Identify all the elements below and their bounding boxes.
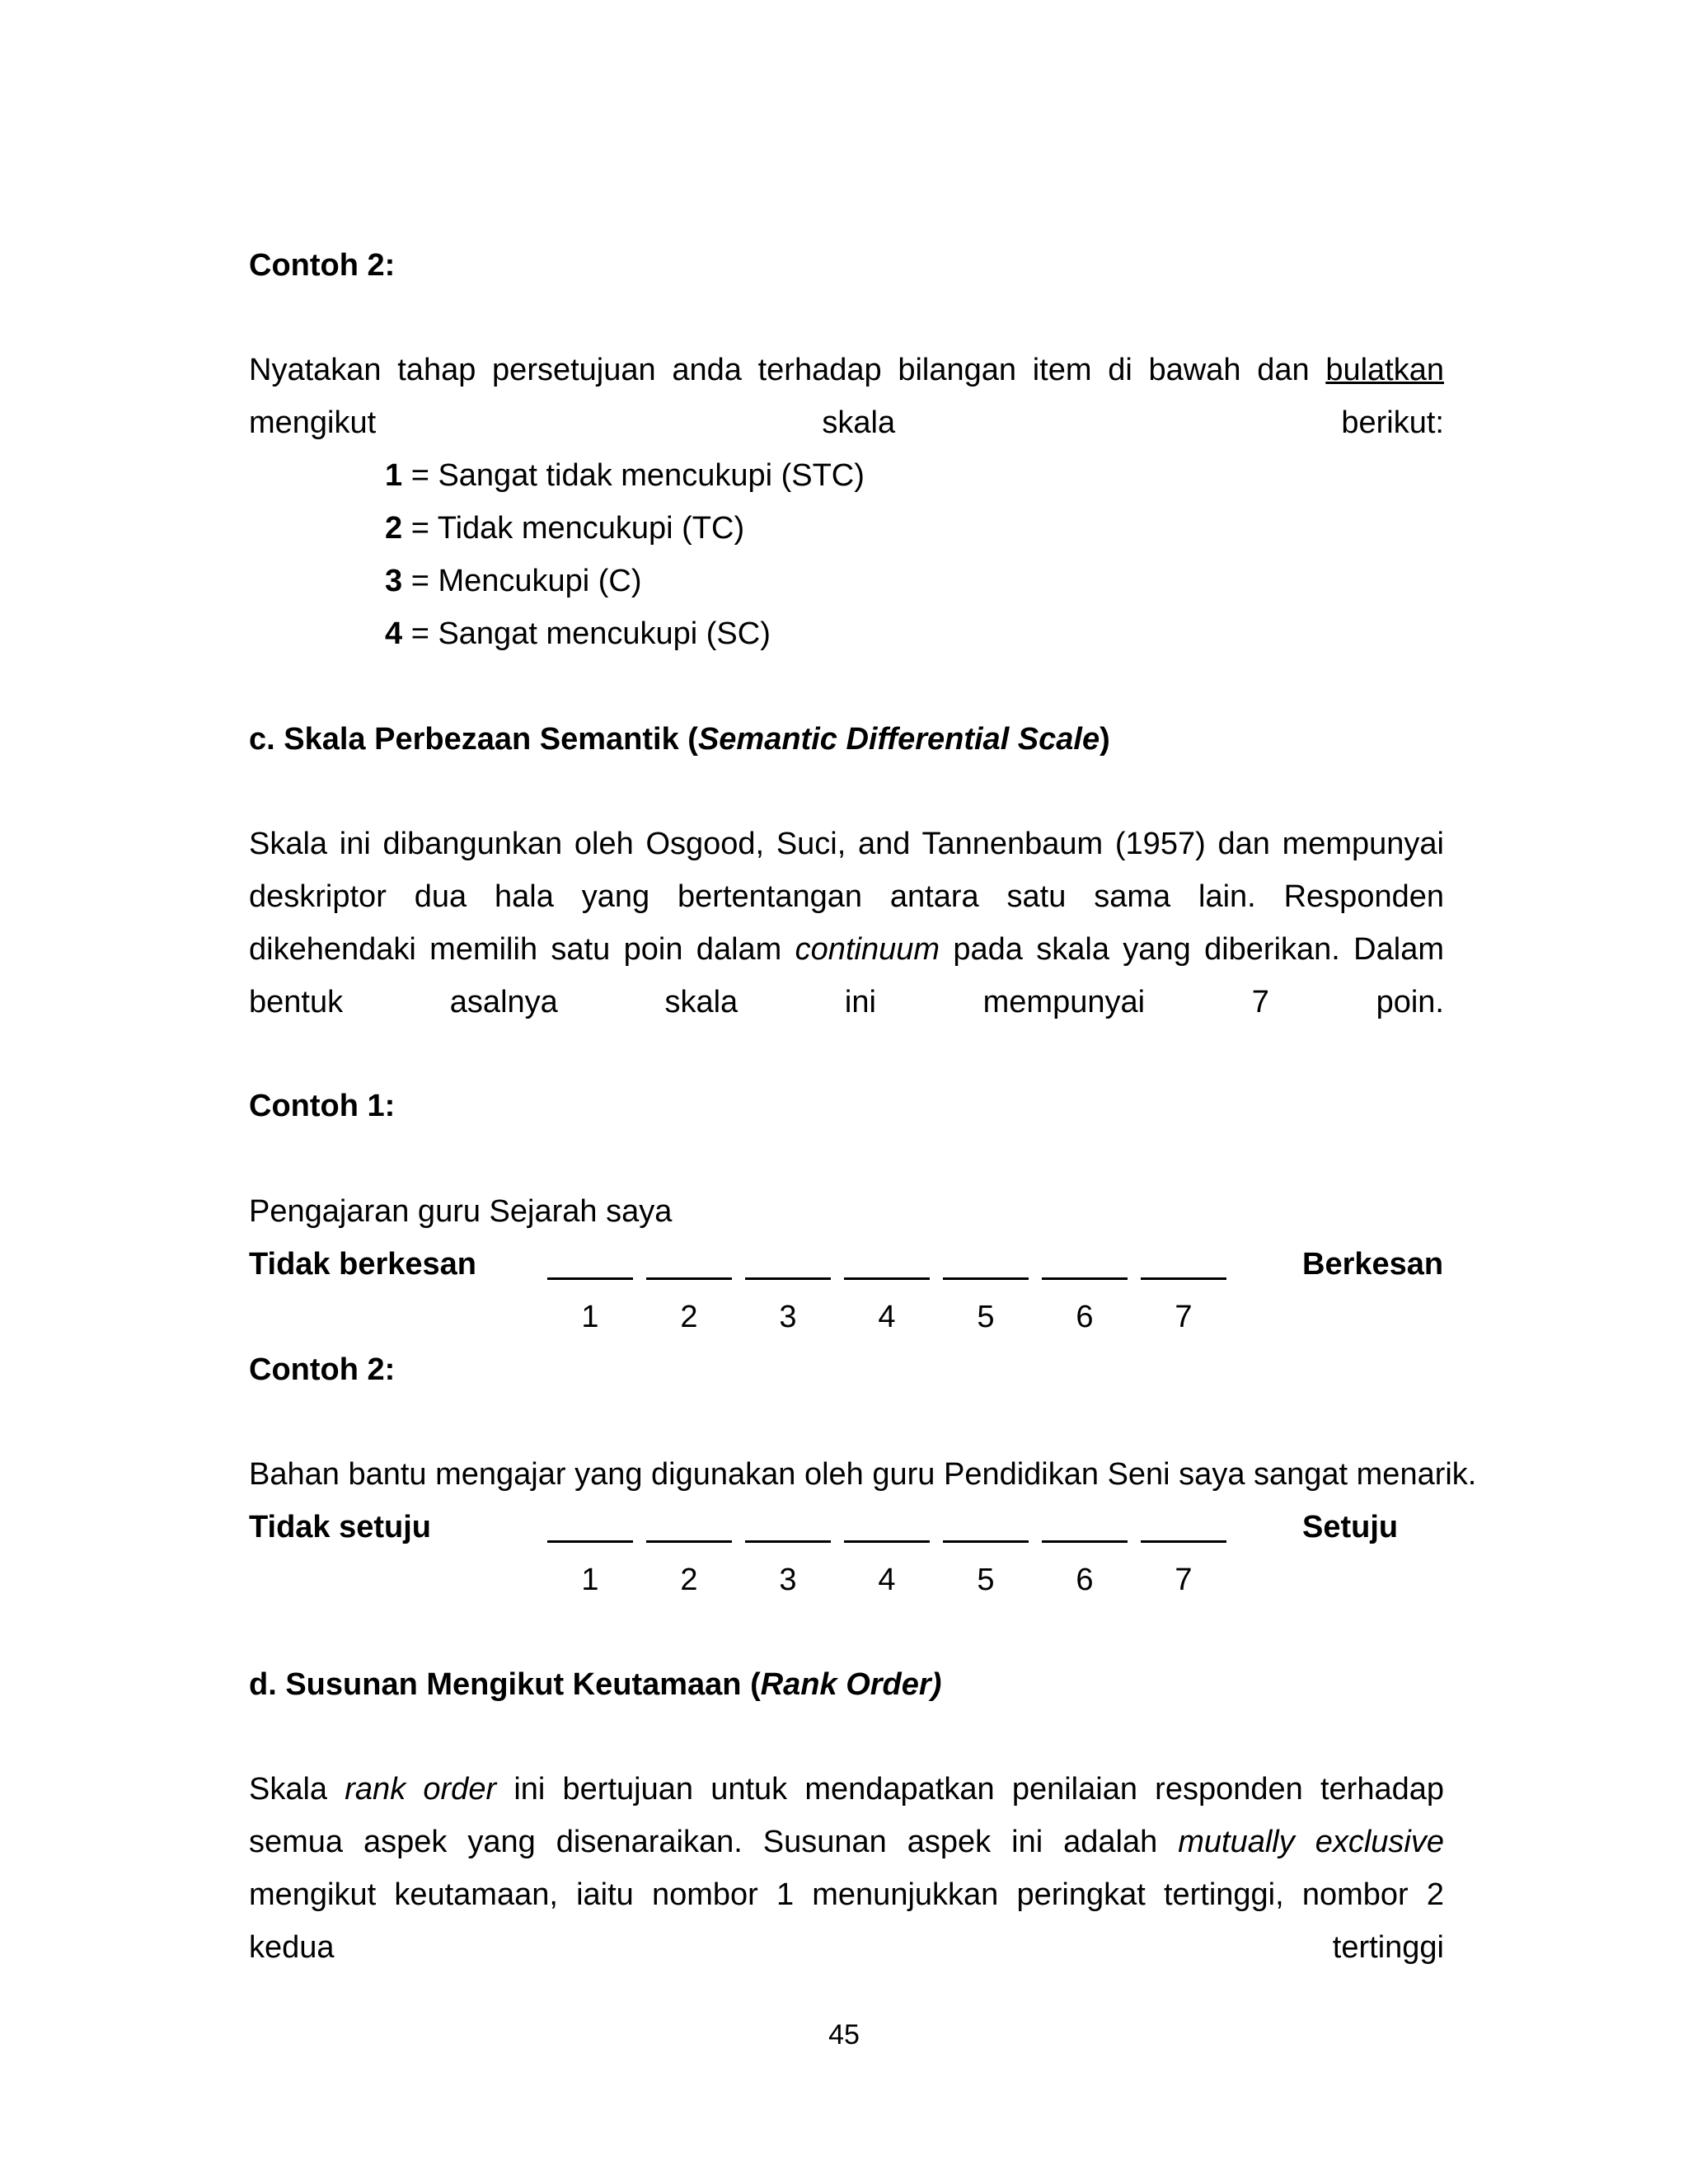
section-d-heading-italic: Rank Order) <box>760 1667 942 1702</box>
section-d-heading-prefix: d. Susunan Mengikut Keutamaan ( <box>249 1667 761 1702</box>
section-c-heading <box>249 713 1444 766</box>
likert-scale-item <box>385 449 865 502</box>
scale-point-number: 2 <box>680 1563 698 1597</box>
scale-blank[interactable] <box>1141 1540 1226 1543</box>
likert-scale-text: = Sangat mencukupi (SC) <box>402 616 771 651</box>
instruction-text-end: mengikut skala berikut: <box>249 405 1444 440</box>
scale-right-label: Setuju <box>1302 1510 1399 1544</box>
likert-scale-item <box>385 607 771 660</box>
scale-point-numbers-1 <box>249 1291 1444 1343</box>
scale-point-number: 7 <box>1175 1563 1193 1597</box>
section-d-italic-term: rank order <box>345 1772 497 1807</box>
section-d-text: mengikut keutamaan, iaitu nombor 1 menunjukkan peringkat tertinggi, nombor 2 kedua tertinggi <box>249 1877 1444 1965</box>
scale-blank[interactable] <box>943 1277 1029 1280</box>
scale-blank[interactable] <box>646 1277 732 1280</box>
scale-blank[interactable] <box>844 1277 930 1280</box>
semantic-scale-row-1 <box>249 1238 1444 1291</box>
likert-scale-text: = Mencukupi (C) <box>402 564 642 598</box>
scale-point-number: 2 <box>680 1300 698 1334</box>
scale-point-number: 6 <box>1076 1563 1094 1597</box>
section-d-text: Skala <box>249 1772 345 1807</box>
semantic-scale-row-2 <box>249 1501 1444 1554</box>
scale-blank[interactable] <box>547 1277 633 1280</box>
section-c-heading-prefix: c. Skala Perbezaan Semantik ( <box>249 722 698 757</box>
scale-point-number: 1 <box>581 1563 599 1597</box>
scale-blank[interactable] <box>745 1277 831 1280</box>
scale-point-number: 3 <box>779 1300 797 1334</box>
scale-point-number: 7 <box>1175 1300 1193 1334</box>
scale-point-number: 1 <box>581 1300 599 1334</box>
section-d-italic-term: mutually exclusive <box>1178 1825 1444 1859</box>
scale-point-number: 5 <box>977 1563 995 1597</box>
section-d-heading <box>249 1658 1444 1711</box>
section-c-paragraph <box>249 818 1444 1081</box>
section-d-paragraph <box>249 1763 1444 2027</box>
likert-scale-item <box>385 555 642 607</box>
scale-blank[interactable] <box>1042 1277 1128 1280</box>
contoh-2b-heading: Contoh 2: <box>249 1352 396 1387</box>
section-c-text-end: pada skala yang diberikan. Dalam bentuk asalnya skala ini mempunyai 7 poin. <box>249 932 1444 1019</box>
scale-blank[interactable] <box>1042 1540 1128 1543</box>
likert-scale-number: 3 <box>385 564 403 598</box>
scale-blank[interactable] <box>745 1540 831 1543</box>
likert-scale-number: 2 <box>385 511 403 546</box>
scale-left-label: Tidak setuju <box>249 1510 432 1544</box>
scale-blank[interactable] <box>547 1540 633 1543</box>
instruction-underlined: bulatkan <box>1325 353 1444 387</box>
section-c-heading-suffix: ) <box>1100 722 1110 757</box>
scale-point-number: 3 <box>779 1563 797 1597</box>
scale-point-number: 6 <box>1076 1300 1094 1334</box>
scale-right-label: Berkesan <box>1302 1247 1444 1282</box>
scale-point-number: 5 <box>977 1300 995 1334</box>
section-c-text: Skala ini dibangunkan oleh Osgood, Suci, and Tannenbaum (1957) dan mempunyai deskriptor dua hala yang bertentangan antara satu sama lain. Responden dikehendaki memilih satu poin dalam <box>249 827 1444 967</box>
scale-blank[interactable] <box>1141 1277 1226 1280</box>
scale-point-numbers-2 <box>249 1554 1444 1606</box>
scale-blank[interactable] <box>646 1540 732 1543</box>
likert-scale-item <box>385 502 744 555</box>
likert-scale-number: 4 <box>385 616 403 651</box>
contoh-2-heading: Contoh 2: <box>249 248 396 283</box>
instruction-text: Nyatakan tahap persetujuan anda terhadap bilangan item di bawah dan <box>249 353 1326 387</box>
scale-point-number: 4 <box>878 1563 896 1597</box>
section-c-italic-term: continuum <box>795 932 940 967</box>
likert-scale-text: = Sangat tidak mencukupi (STC) <box>402 458 865 493</box>
likert-scale-number: 1 <box>385 458 403 493</box>
scale-blank[interactable] <box>943 1540 1029 1543</box>
section-c-heading-italic: Semantic Differential Scale <box>697 722 1100 757</box>
scale-left-label: Tidak berkesan <box>249 1247 477 1282</box>
scale-blank[interactable] <box>844 1540 930 1543</box>
likert-scale-text: = Tidak mencukupi (TC) <box>402 511 745 546</box>
contoh-1-prompt: Pengajaran guru Sejarah saya <box>249 1194 673 1229</box>
contoh-1-heading: Contoh 1: <box>249 1089 396 1123</box>
contoh-2b-prompt: Bahan bantu mengajar yang digunakan oleh guru Pendidikan Seni saya sangat menarik. <box>249 1457 1477 1492</box>
section-d-text: ini bertujuan untuk mendapatkan penilaian responden terhadap semua aspek yang disenaraikan. Susunan aspek ini adalah <box>249 1772 1444 1859</box>
scale-point-number: 4 <box>878 1300 896 1334</box>
page-number: 45 <box>828 2019 860 2050</box>
